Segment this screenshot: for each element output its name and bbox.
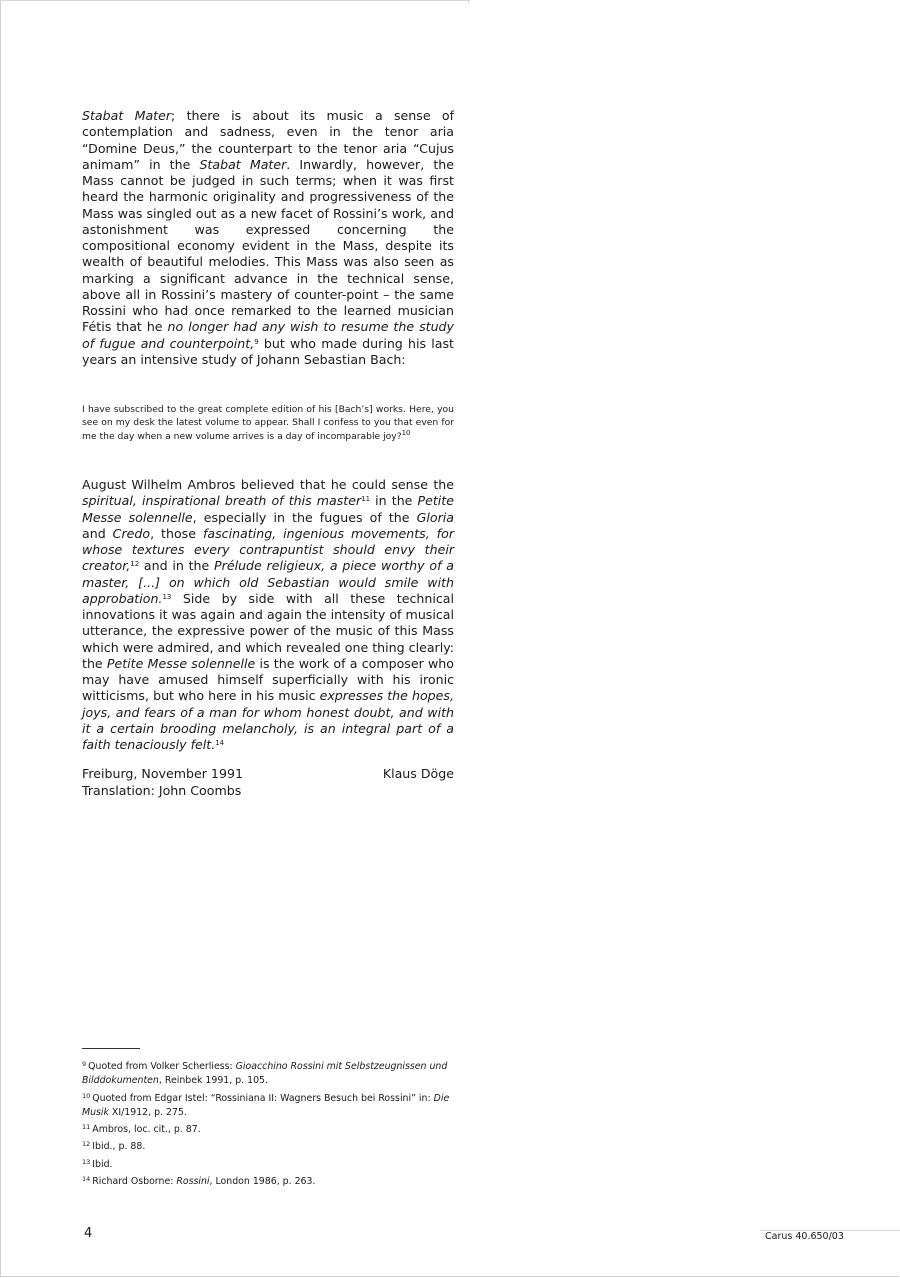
footnote-item xyxy=(82,1155,457,1172)
footnote-text: , London 1986, p. 263. xyxy=(209,1176,316,1188)
para1-italic: Stabat Mater xyxy=(199,156,287,172)
block-quote-container xyxy=(82,403,454,443)
paragraph-1 xyxy=(82,108,454,368)
footnote-ref: 13 xyxy=(162,592,172,601)
top-edge-tick xyxy=(468,0,469,4)
footnote-ref: 11 xyxy=(361,495,371,504)
footnote-number: 14 xyxy=(82,1175,91,1184)
footnote-ref: 9 xyxy=(254,337,259,346)
footnote-item xyxy=(82,1089,457,1121)
para2-italic: Credo xyxy=(112,525,151,541)
block-quote xyxy=(82,403,454,443)
main-text-column xyxy=(82,108,454,368)
footnote-text: Ibid., p. 88. xyxy=(92,1141,146,1153)
para1-text: but who made during his last years an intensive study of Johann Sebastian Bach: xyxy=(82,335,454,367)
para2-text: , especially in the fugues of the xyxy=(192,509,417,525)
top-border-line xyxy=(0,0,470,1)
paragraph-2 xyxy=(82,477,454,753)
para1-text: ; there is about its music a sense of contemplation and sadness, even in the tenor aria “Domine Deus,” the counterpart to the tenor aria “Cujus animam” in the xyxy=(82,108,455,172)
footnote-item xyxy=(82,1137,457,1154)
page-number: 4 xyxy=(84,1226,93,1241)
translation-credit: Translation: John Coombs xyxy=(82,782,242,798)
footnote-text: Quoted from Volker Scherliess: xyxy=(88,1061,236,1072)
para1-italic: Stabat Mater xyxy=(82,108,172,123)
para1-italic: no longer had any wish to resume the study of fugue and counterpoint, xyxy=(82,319,454,351)
signature-place-date: Freiburg, November 1991 xyxy=(82,766,243,781)
para2-text: and in the xyxy=(139,558,215,574)
para2-text: August Wilhelm Ambros believed that he could sense the xyxy=(82,477,454,492)
para2-italic: Petite Messe solennelle xyxy=(82,493,454,525)
para2-text: and xyxy=(82,525,113,541)
footnote-item xyxy=(82,1172,457,1189)
signature-block xyxy=(82,766,454,799)
footnote-text: Quoted from Edgar Istel: “Rossiniana II: Wagners Besuch bei Rossini” in: xyxy=(92,1092,434,1104)
footnote-text: Ibid. xyxy=(92,1158,113,1170)
footnote-number: 9 xyxy=(82,1060,87,1068)
footnote-ref: 12 xyxy=(130,560,140,569)
footnote-item xyxy=(82,1120,457,1137)
para2-italic: expresses the hopes, joys, and fears of a man for whom honest doubt, and with it a certain brooding melancholy, is an integral part of a faith tenaciously felt. xyxy=(82,688,454,752)
footnote-ref: 14 xyxy=(215,739,225,747)
para2-text: is the work of a composer who may have amused himself superficially with his ironic witticisms, but who here in his music xyxy=(82,655,454,704)
signature-author: Klaus Döge xyxy=(382,766,454,781)
footnote-text: Richard Osborne: xyxy=(92,1176,177,1188)
para2-text: Side by side with all these technical innovations it was again and again the intensity of musical utterance, the expressive power of the music of this Mass which were admired, and which revealed one thing clearly: the xyxy=(82,590,454,671)
paragraph-2-container xyxy=(82,477,454,753)
para2-italic: Prélude religieux, a piece worthy of a master, [...] on which old Sebastian would smile with approbation. xyxy=(82,558,454,606)
footnote-number: 13 xyxy=(82,1157,91,1166)
footnote-italic: Gioacchino Rossini mit Selbstzeugnissen und Bilddokumenten xyxy=(82,1061,448,1087)
footnote-ref: 10 xyxy=(401,428,411,437)
para2-italic: Petite Messe solennelle xyxy=(106,655,256,671)
footnote-number: 12 xyxy=(82,1140,91,1149)
footnote-number: 11 xyxy=(82,1123,91,1132)
footnote-text: XI/1912, p. 275. xyxy=(108,1106,187,1118)
para2-italic: Gloria xyxy=(416,509,454,525)
footnote-number: 10 xyxy=(82,1091,91,1100)
footnote-text: Ambros, loc. cit., p. 87. xyxy=(92,1124,201,1136)
para2-text: in the xyxy=(370,493,418,509)
para1-text: . Inwardly, however, the Mass cannot be judged in such terms; when it was first heard the harmonic originality and progressiveness of the Mass was singled out as a new facet of Rossini’s work, and astonishment was expressed concerning the compositional economy evident in the Mass, despite its wealth of beautiful melodies. This Mass was also seen as marking a significant advance in the technical sense, above all in Rossini’s mastery of counter-point – the same Rossini who had once remarked to the learned musician Fétis that he xyxy=(82,156,455,335)
para2-italic: fascinating, ingenious movements, for whose textures every contrapuntist should envy their creator, xyxy=(82,525,454,574)
footnote-item xyxy=(82,1057,457,1089)
para2-italic: spiritual, inspirational breath of this master xyxy=(82,493,362,509)
quote-text: I have subscribed to the great complete edition of his [Bach’s] works. Here, you see on my desk the latest volume to appear. Shall I confess to you that even for me the day when a new volume arrives is a day of incomparable joy? xyxy=(82,404,454,442)
footnote-separator xyxy=(82,1048,140,1049)
footnote-italic: Rossini xyxy=(176,1176,210,1188)
para2-text: , those xyxy=(150,525,203,541)
footnote-italic: Die Musik xyxy=(82,1092,450,1118)
catalog-number: Carus 40.650/03 xyxy=(765,1231,844,1242)
footnote-text: , Reinbek 1991, p. 105. xyxy=(158,1075,268,1087)
footnotes xyxy=(82,1057,457,1189)
